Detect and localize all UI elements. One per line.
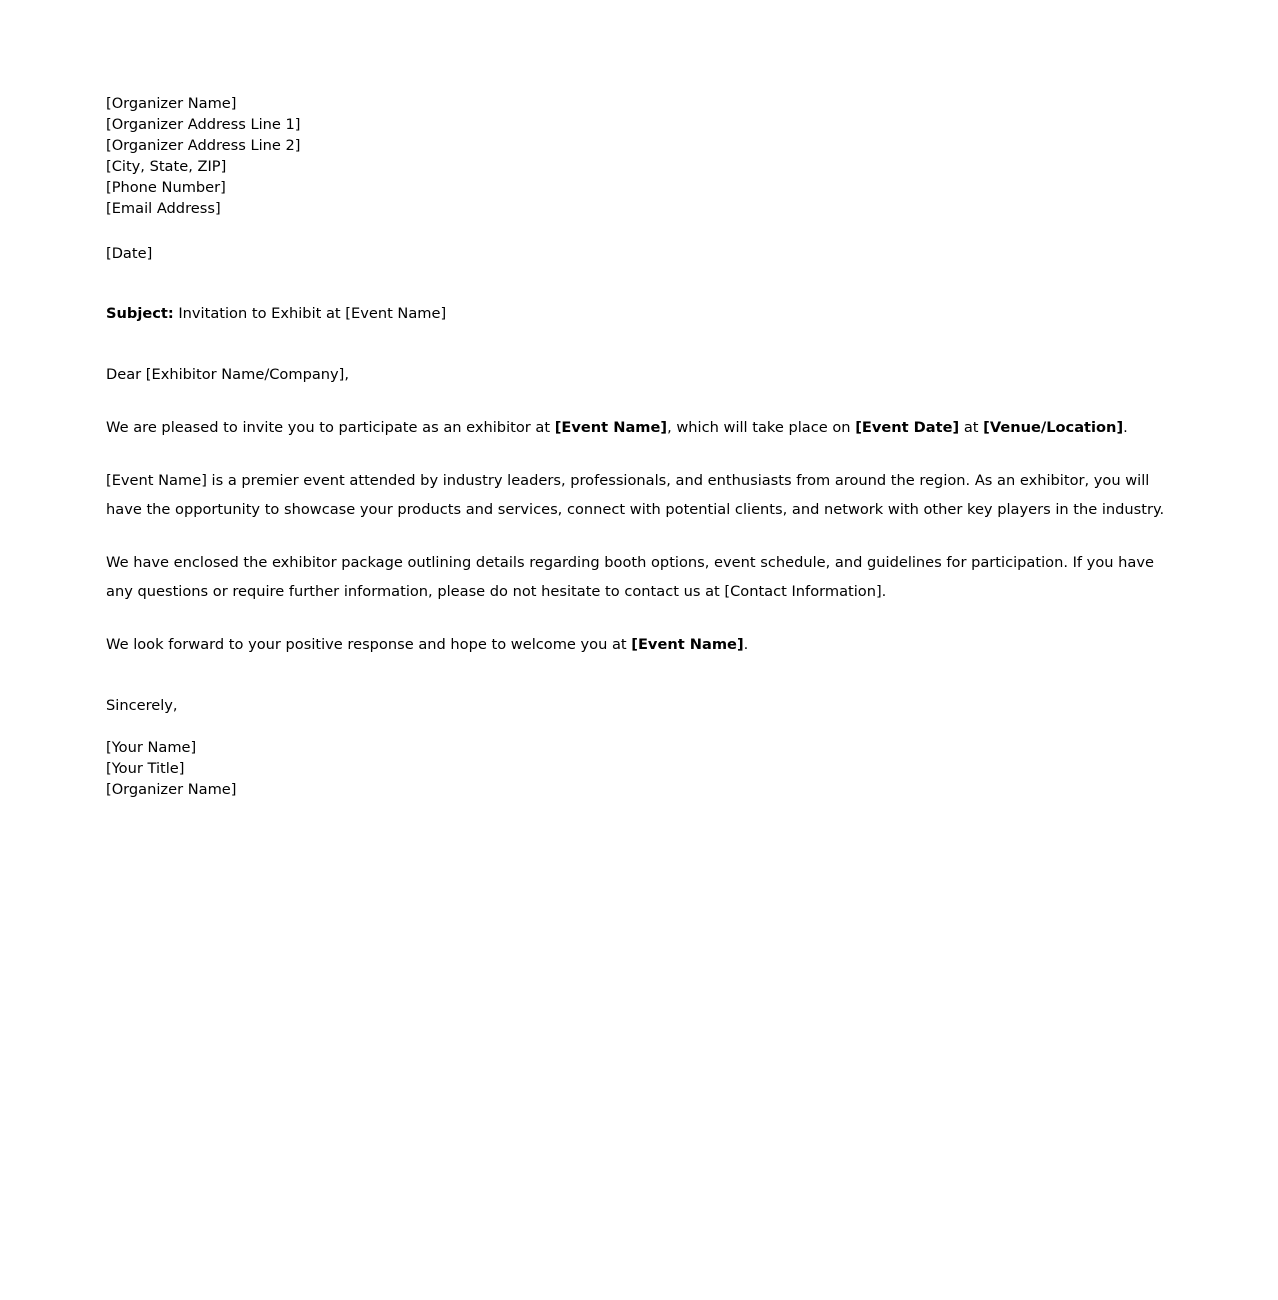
salutation: Dear [Exhibitor Name/Company], xyxy=(106,366,349,383)
letter-document xyxy=(106,93,1178,800)
sender-organizer-name: [Organizer Name] xyxy=(106,95,237,112)
paragraph-invitation xyxy=(106,413,1178,442)
sender-city-state-zip: [City, State, ZIP] xyxy=(106,158,227,175)
p4-event-name: [Event Name] xyxy=(631,636,744,653)
closing-block xyxy=(106,695,1178,716)
subject-label: Subject: xyxy=(106,305,174,322)
signature-title: [Your Title] xyxy=(106,760,185,777)
paragraph-exhibitor-package: We have enclosed the exhibitor package outlining details regarding booth options, event schedule, and guidelines for participation. If you have any questions or require further information, please do not hesitate to contact us at [Contact Information]. xyxy=(106,554,1154,600)
subject-line xyxy=(106,299,1178,328)
closing-sincerely: Sincerely, xyxy=(106,697,178,714)
paragraph-closing-remark xyxy=(106,630,1178,659)
subject-text: Invitation to Exhibit at [Event Name] xyxy=(173,305,447,322)
signature-name: [Your Name] xyxy=(106,739,197,756)
p1-text-4: . xyxy=(1123,419,1128,436)
p1-event-name: [Event Name] xyxy=(554,419,668,436)
p4-text-1: We look forward to your positive response and hope to welcome you at xyxy=(106,636,632,653)
paragraph-event-description: [Event Name] is a premier event attended by industry leaders, professionals, and enthusiasts from around the region. As an exhibitor, you will have the opportunity to showcase your products and services, connect with potential clients, and network with other key players in the industry. xyxy=(106,472,1165,518)
sender-address-line-2: [Organizer Address Line 2] xyxy=(106,137,301,154)
p1-text-3: at xyxy=(959,419,984,436)
sender-phone: [Phone Number] xyxy=(106,179,226,196)
p1-text-2: , which will take place on xyxy=(667,419,856,436)
p1-venue: [Venue/Location] xyxy=(983,419,1124,436)
signature-block xyxy=(106,737,1178,800)
sender-email: [Email Address] xyxy=(106,200,221,217)
p1-event-date: [Event Date] xyxy=(855,419,960,436)
sender-address-block xyxy=(106,93,1178,219)
sender-address-line-1: [Organizer Address Line 1] xyxy=(106,116,301,133)
letter-date: [Date] xyxy=(106,245,153,262)
p4-text-2: . xyxy=(743,636,749,653)
p1-text-1: We are pleased to invite you to participate as an exhibitor at xyxy=(106,419,555,436)
signature-organizer: [Organizer Name] xyxy=(106,781,237,798)
date-block xyxy=(106,243,1178,264)
